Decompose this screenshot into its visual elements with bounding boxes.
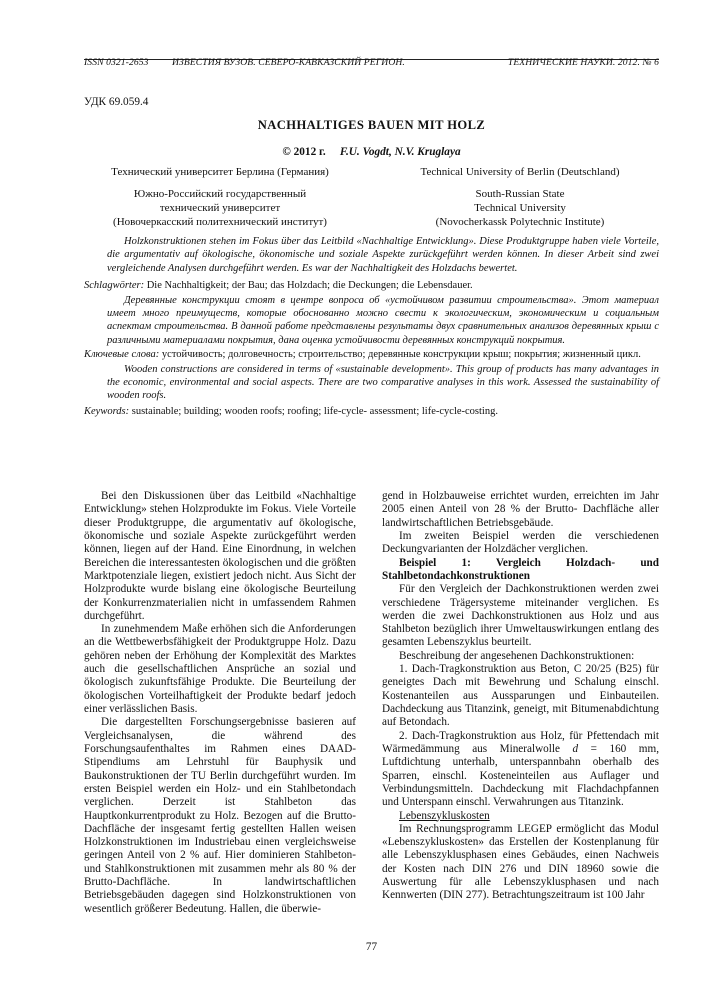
- affiliation-line: (Novocherkassk Polytechnic Institute): [435, 216, 605, 228]
- series-label: ТЕХНИЧЕСКИЕ НАУКИ. 2012. № 6: [507, 57, 659, 68]
- affiliation-line: технический университет: [159, 202, 281, 214]
- section-heading: Beispiel 1: Vergleich Holzdach- und Stahlbetondachkonstruktionen: [382, 556, 659, 582]
- body-paragraph: Beschreibung der angesehenen Dachkonstruktionen:: [399, 649, 635, 662]
- body-paragraph: 1. Dach-Tragkonstruktion aus Beton, C 20/25 (B25) für geneigtes Dach mit Bewehrung und Schalung einschl. Kostenanteilen aus Aussparungen und Einbauteilen. Dachdeckung aus Titanzink, geneigt, mit Bitumenabdichtung auf Betondach.: [382, 663, 659, 729]
- affiliation-ru-novocherkassk: [90, 187, 350, 229]
- article-title: NACHHALTIGES BAUEN MIT HOLZ: [257, 118, 486, 132]
- abstract-de: Holzkonstruktionen stehen im Fokus über das Leitbild «Nachhaltige Entwicklung». Diese Produktgruppe haben viele Vorteile, die argumentativ auf ökologische, ökonomische und soziale Aspekte zurückgeführt werden können. In dieser Arbeit sind zwei vergleichende Analysen durchgeführt werden. Es war der Nachhaltigkeit des Holzdachs bewertet.: [107, 236, 659, 274]
- udk-code: УДК 69.059.4: [84, 96, 149, 108]
- keywords-en: [84, 405, 659, 418]
- keywords-ru: [84, 348, 659, 361]
- abstract-ru: Деревянные конструкции стоят в центре вопроса об «устойчивом развитии строительства». Этот материал имеет много преимуществ, которые обоснованно можно свести к экологическим, экономическим и социальным аспектам строительства. В данной работе представлены результаты двух сравнительных анализов деревянных крыш с различными материалами покрытия, дана оценка устойчивости деревянных конструкций покрытия.: [107, 294, 659, 346]
- affiliation-en-novocherkassk: [380, 187, 660, 229]
- affiliation-line: Technical University: [474, 202, 566, 214]
- copyright-year: © 2012 г.: [282, 146, 326, 158]
- math-variable: d: [572, 742, 579, 755]
- byline: [84, 145, 659, 159]
- affiliation-line: (Новочеркасский политехнический институт): [113, 216, 327, 228]
- keywords-en-text: sustainable; building; wooden roofs; roofing; life-cycle- assessment; life-cycle-costing.: [131, 405, 498, 417]
- text-run: 2. Dach-Tragkonstruktion aus Holz, für Pfettendach mit Wärmedämmung aus Mineralwolle: [382, 729, 659, 755]
- page-number: 77: [365, 941, 378, 953]
- running-header: [84, 57, 659, 68]
- body-paragraph: Bei den Diskussionen über das Leitbild «Nachhaltige Entwicklung» stehen Holzprodukte im Fokus. Viele Vorteile dieser Produktgruppe, die argumentativ auf ökologische, ökonomische und soziale Aspekte zurückgeführt werden können, liegen auf der Hand. Eine Einordnung, in welchen Bereichen die interessantesten ökologischen und die größten Marktpotenziale liegen, existiert jedoch nicht. Aus Sicht der Holzprodukte wurde bislang eine ökologische Beurteilung der Konkurrenzmaterialien nicht in umfassendem Rahmen durchgeführt.: [84, 490, 356, 622]
- keywords-en-label: Keywords:: [84, 405, 130, 417]
- subsection-heading-text: Lebenszykluskosten: [399, 809, 490, 822]
- keywords-de: [84, 279, 659, 292]
- text-run: = 160 mm, Luftdichtung unterhalb, unterspannbahn oberhalb des Sparren, einschl. Kosteneinteilen aus Auflager und Verbindungsmitteln. Dachdeckung mit Flachdachpfannen und Unterspann einschl. Verwahrungen aus Titanzink.: [382, 742, 659, 809]
- authors: F.U. Vogdt, N.V. Kruglaya: [339, 146, 461, 158]
- body-paragraph: Die dargestellten Forschungsergebnisse basieren auf Vergleichsanalysen, die während des Forschungsaufenthaltes im Rahmen eines DAAD-Stipendiums am Lehrstuhl für Bauphysik und Baukonstruktionen der TU Berlin durchgeführt wurden. Im ersten Beispiel werden ein Holz- und ein Stahlbetondach verglichen. Derzeit ist Stahlbeton das Hauptkonkurrentprodukt zu Holz. Bezogen auf die Brutto-Dachfläche der insgesamt fertig gestellten Hallen weisen Holzkonstruktionen im Industriebau einen vergleichsweise geringen Anteil von 2 % auf. Hier dominieren Stahlbeton- und Stahlkonstruktionen mit zusammen mehr als 80 % der Brutto-Dachfläche. In landwirtschaftlichen Betriebsgebäuden dagegen sind Holzkonstruktionen von wesentlich größerer Bedeutung. Hallen, die überwie-: [84, 716, 356, 915]
- body-paragraph: gend in Holzbauweise errichtet wurden, erreichten im Jahr 2005 einen Anteil von 28 % der Brutto- Dachfläche aller landwirtschaftlichen Betriebsgebäude.: [382, 490, 659, 529]
- body-paragraph: Im zweiten Beispiel werden die verschiedenen Deckungvarianten der Holzdächer verglichen.: [382, 529, 659, 556]
- affiliation-ru-berlin: Технический университет Берлина (Германия): [111, 166, 329, 178]
- subsection-heading: [382, 810, 659, 823]
- affiliation-line: South-Russian State: [475, 188, 565, 200]
- abstracts-block: [84, 235, 659, 418]
- body-paragraph: [382, 730, 659, 810]
- journal-title: ИЗВЕСТИЯ ВУЗОВ. СЕВЕРО-КАВКАЗСКИЙ РЕГИОН.: [172, 57, 405, 68]
- affiliation-en-berlin: Technical University of Berlin (Deutschland): [420, 166, 620, 178]
- keywords-ru-label: Ключевые слова:: [84, 349, 160, 361]
- affiliation-line: Южно-Российский государственный: [133, 188, 307, 200]
- body-paragraph: Für den Vergleich der Dachkonstruktionen werden zwei verschiedene Trägersysteme miteinander verglichen. Es werden die zwei Dachkonstruktionen aus Holz und aus Stahlbeton bezüglich ihrer Umweltauswirkungen entlang des gesamten Lebenszyklus beurteilt.: [382, 583, 659, 649]
- abstract-en: Wooden constructions are considered in terms of «sustainable development». This group of products has many advantages in the economic, environmental and social aspects. There are two comparative analyses in this work. Assessed the sustainability of wooden roofs.: [107, 363, 659, 402]
- body-column-right: [382, 490, 659, 903]
- keywords-ru-text: устойчивость; долговечность; строительство; деревянные конструкции крыш; покрытия; жизненный цикл.: [161, 349, 641, 361]
- body-paragraph: Im Rechnungsprogramm LEGEP ermöglicht das Modul «Lebenszykluskosten» das Erstellen der Kostenplanung für alle Lebenszyklusphasen eines Gebäudes, einen Nachweis der Kosten nach DIN 276 und DIN 18960 sowie die Auswertung für alle Lebenszyklusphasen und nach Kennwerten (DIN 277). Betrachtungszeitraum ist 100 Jahr: [382, 822, 659, 902]
- issn-label: ISSN 0321-2653: [84, 57, 149, 68]
- keywords-de-label: Schlagwörter:: [84, 280, 145, 292]
- keywords-de-text: Die Nachhaltigkeit; der Bau; das Holzdach; die Deckungen; die Lebensdauer.: [146, 280, 473, 292]
- body-paragraph: In zunehmendem Maße erhöhen sich die Anforderungen an die Wettbewerbsfähigkeit der Produktgruppe Holz. Dazu gehören neben der Erhöhung der Komplexität des Marktes auch die gesellschaftlichen Ansprüche an sozial und ökologisch zukunftsfähige Produkte. Die Beurteilung der ökologischen Vorteilhaftigkeit der Produkte bedarf jedoch einer verlässlichen Basis.: [84, 623, 356, 715]
- body-column-left: [84, 490, 356, 916]
